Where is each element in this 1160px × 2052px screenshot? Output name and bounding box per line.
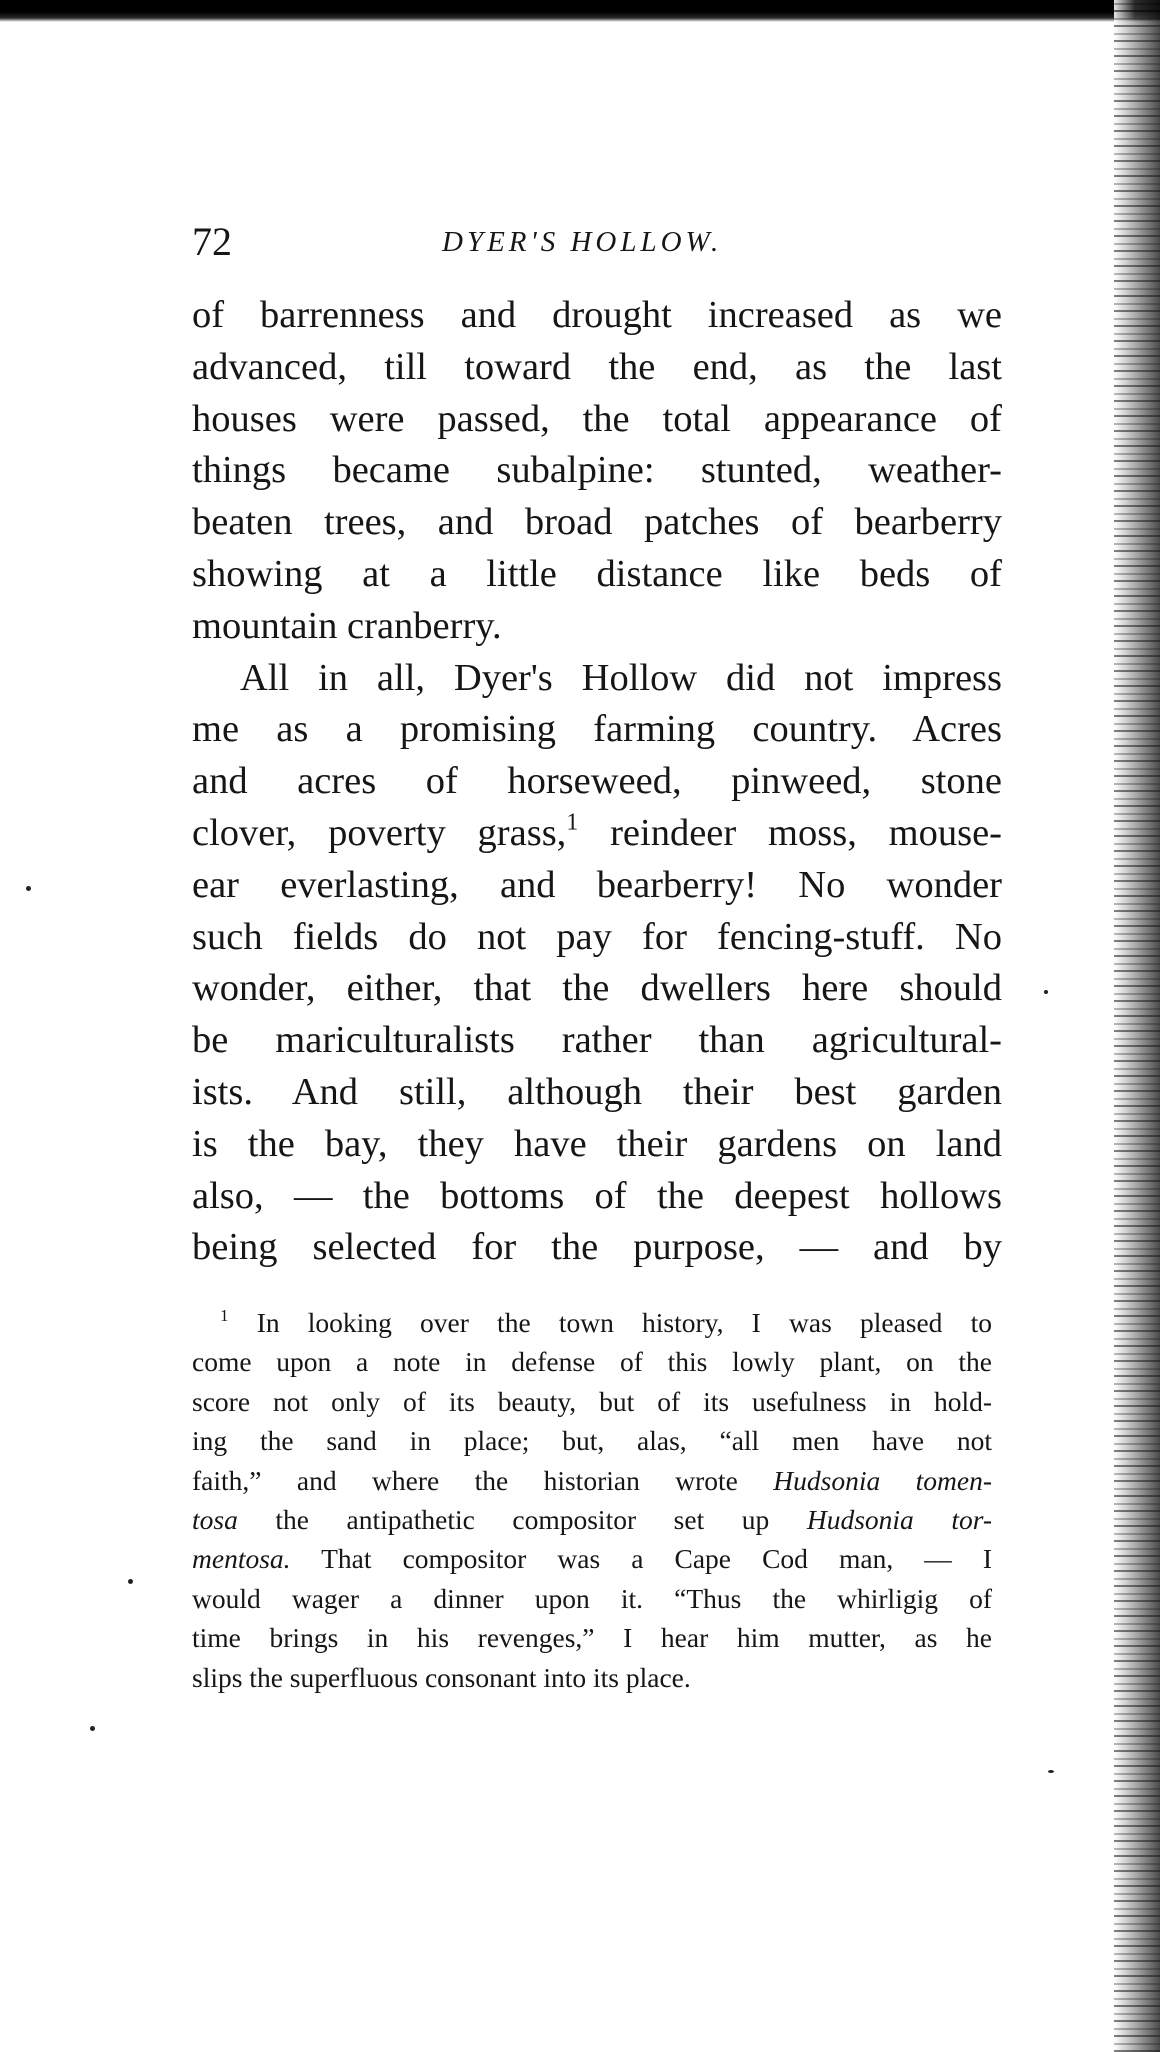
- text-line: ists. And still, although their best garden: [192, 1070, 1002, 1113]
- text-line: such fields do not pay for fencing-stuff. No: [192, 915, 1002, 958]
- text-fragment: the antipathetic compositor set up: [275, 1503, 770, 1535]
- page-number: 72: [192, 219, 232, 264]
- footnote-reference: 1: [566, 809, 579, 836]
- footnote-marker: 1: [220, 1305, 229, 1325]
- text-fragment: In looking over the town history, I was pleased to: [256, 1307, 993, 1338]
- footnote-line: [192, 1303, 992, 1342]
- scan-speck: [90, 1726, 95, 1731]
- scan-speck: [1048, 1770, 1054, 1773]
- italic-species-name: Hudsonia tomen-: [773, 1464, 993, 1496]
- text-line: be mariculturalists rather than agricultural-: [192, 1019, 1002, 1062]
- scan-speck: [128, 1579, 133, 1584]
- footnote-line: time brings in his revenges,” I hear him mutter, as he: [192, 1622, 992, 1654]
- text-line: and acres of horseweed, pinweed, stone: [192, 760, 1002, 803]
- text-fragment: That compositor was a Cape Cod man, — I: [321, 1543, 992, 1575]
- page-header: [192, 210, 1002, 270]
- running-head: DYER'S HOLLOW.: [442, 226, 723, 258]
- text-line: wonder, either, that the dwellers here should: [192, 967, 1002, 1010]
- text-fragment: faith,” and where the historian wrote: [192, 1464, 738, 1496]
- text-line: of barrenness and drought increased as we: [192, 294, 1002, 336]
- text-line: being selected for the purpose, — and by: [192, 1226, 1002, 1269]
- text-line: also, — the bottoms of the deepest hollows: [192, 1174, 1002, 1217]
- footnote-line: slips the superfluous consonant into its place.: [192, 1661, 691, 1693]
- scan-speck: [1044, 990, 1048, 994]
- footnote-line: ing the sand in place; but, alas, “all men have not: [192, 1425, 992, 1457]
- footnote: [192, 1303, 992, 1697]
- text-fragment: reindeer moss, mouse-: [610, 811, 1002, 854]
- text-line-with-footnote-ref: [192, 808, 1002, 860]
- footnote-line: would wager a dinner upon it. “Thus the whirligig of: [192, 1582, 992, 1614]
- text-line: houses were passed, the total appearance of: [192, 397, 1002, 440]
- text-line: ear everlasting, and bearberry! No wonder: [192, 863, 1002, 906]
- scan-page-edge: [1114, 0, 1160, 2052]
- italic-species-name: tosa: [192, 1503, 238, 1535]
- italic-species-name: Hudsonia tor-: [806, 1503, 993, 1535]
- footnote-line: come upon a note in defense of this lowly plant, on the: [192, 1346, 992, 1378]
- text-line: beaten trees, and broad patches of bearberry: [192, 501, 1002, 544]
- text-fragment: clover, poverty grass,: [192, 811, 567, 854]
- scan-top-border: [0, 0, 1160, 22]
- footnote-line: [192, 1461, 992, 1500]
- text-line: me as a promising farming country. Acres: [192, 708, 1002, 751]
- footnote-line: [192, 1500, 992, 1539]
- text-line: mountain cranberry.: [192, 604, 502, 647]
- text-line: advanced, till toward the end, as the last: [192, 345, 1002, 388]
- text-line: things became subalpine: stunted, weather-: [192, 449, 1002, 492]
- footnote-line: score not only of its beauty, but of its usefulness in hold-: [192, 1385, 992, 1417]
- footnote-line: [192, 1539, 992, 1578]
- body-text: [192, 290, 1002, 1274]
- text-line: is the bay, they have their gardens on land: [192, 1122, 1002, 1165]
- italic-species-name: mentosa.: [192, 1543, 291, 1575]
- scan-speck: [26, 886, 31, 891]
- text-line: All in all, Dyer's Hollow did not impress: [240, 656, 1002, 699]
- text-line: showing at a little distance like beds of: [192, 552, 1002, 595]
